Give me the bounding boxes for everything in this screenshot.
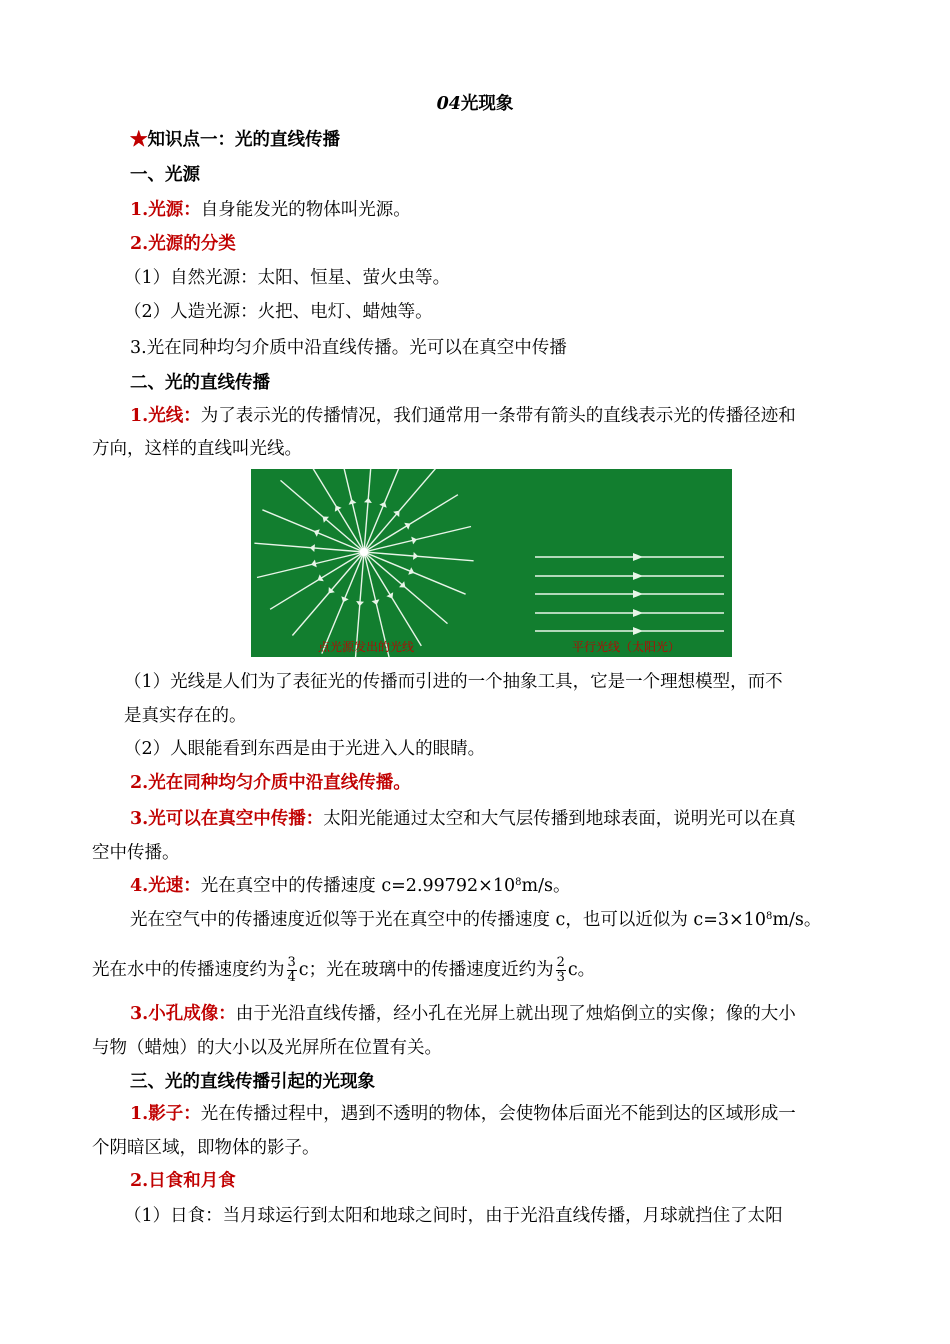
point-source-rays <box>254 469 473 657</box>
light-ray <box>292 552 364 636</box>
arrow-icon <box>413 552 418 560</box>
knowledge-point-heading: ★知识点一：光的直线传播 <box>130 130 340 150</box>
paragraph-fractions: 光在水中的传播速度约为 $\frac{3}{4}$ c；光在玻璃中的传播速度近约为 $\frac{2}{3}$ c。 <box>92 955 596 985</box>
arrow-icon <box>364 498 372 503</box>
parallel-rays <box>535 553 724 635</box>
point-source-icon <box>360 548 368 556</box>
arrow-icon <box>633 553 643 561</box>
fraction: $\frac{3}{4}$ <box>287 955 296 985</box>
light-ray <box>364 469 373 552</box>
arrow-icon <box>356 601 364 606</box>
paragraph: 光在空气中的传播速度近似等于光在真空中的传播速度 c，也可以近似为 $c=3\times 10^8m/s$。 <box>130 910 822 930</box>
light-ray <box>364 552 448 624</box>
caption-point-source: 点光源发出的光线 <box>317 640 415 654</box>
subheading: 2.光源的分类 <box>130 234 236 254</box>
list-item: （1）自然光源：太阳、恒星、萤火虫等。 <box>124 268 451 288</box>
paragraph: 3.光在同种均匀介质中沿直线传播。光可以在真空中传播 <box>130 338 567 358</box>
light-ray <box>281 480 365 552</box>
light-rays-figure <box>251 469 732 657</box>
star-icon: ★ <box>130 130 148 150</box>
list-item: （1）日食：当月球运行到太阳和地球之间时，由于光沿直线传播，月球就挡住了太阳 <box>124 1206 783 1226</box>
paragraph-continued: 空中传播。 <box>92 843 180 863</box>
paragraph: 1.影子：光在传播过程中，遇到不透明的物体，会使物体后面光不能到达的区域形成一 <box>130 1104 796 1124</box>
arrow-icon <box>633 572 643 580</box>
arrow-icon <box>633 590 643 598</box>
list-item: （2）人造光源：火把、电灯、蜡烛等。 <box>124 302 433 322</box>
paragraph-continued: 与物（蜡烛）的大小以及光屏所在位置有关。 <box>92 1038 442 1058</box>
list-item: （1）光线是人们为了表征光的传播而引进的一个抽象工具，它是一个理想模型，而不 <box>124 672 783 692</box>
list-item: （2）人眼能看到东西是由于光进入人的眼睛。 <box>124 739 486 759</box>
subheading: 2.光在同种均匀介质中沿直线传播。 <box>130 773 411 793</box>
page-title: 04光现象 <box>436 94 514 114</box>
paragraph: 1.光源：自身能发光的物体叫光源。 <box>130 200 411 220</box>
subheading: 2.日食和月食 <box>130 1171 236 1191</box>
light-ray <box>339 469 365 552</box>
light-ray <box>364 469 436 552</box>
light-ray <box>364 552 421 646</box>
paragraph: 3.小孔成像：由于光沿直线传播，经小孔在光屏上就出现了烛焰倒立的实像；像的大小 <box>130 1004 796 1024</box>
light-ray <box>364 495 458 552</box>
arrow-icon <box>633 627 643 635</box>
arrow-icon <box>633 609 643 617</box>
fraction: $\frac{2}{3}$ <box>556 955 565 985</box>
section-heading-phenomena: 三、光的直线传播引起的光现象 <box>130 1072 375 1092</box>
section-heading-light-source: 一、光源 <box>130 165 200 185</box>
caption-parallel-light: 平行光线（太阳光） <box>571 640 681 654</box>
light-ray <box>270 552 364 609</box>
paragraph-speed: 4.光速：光在真空中的传播速度 $c=2.99792\times 10^8m/s$。 <box>130 876 571 896</box>
light-ray <box>364 527 471 553</box>
light-rays-diagram <box>251 469 732 657</box>
paragraph-continued: 方向，这样的直线叫光线。 <box>92 439 302 459</box>
paragraph-continued: 个阴暗区域，即物体的影子。 <box>92 1138 320 1158</box>
list-item-continued: 是真实存在的。 <box>124 706 247 726</box>
section-heading-rectilinear: 二、光的直线传播 <box>130 373 270 393</box>
paragraph: 3.光可以在真空中传播：太阳光能通过太空和大气层传播到地球表面，说明光可以在真 <box>130 809 796 829</box>
light-ray <box>257 552 364 578</box>
arrow-icon <box>310 544 315 552</box>
paragraph: 1.光线：为了表示光的传播情况，我们通常用一条带有箭头的直线表示光的传播径迹和 <box>130 406 796 426</box>
